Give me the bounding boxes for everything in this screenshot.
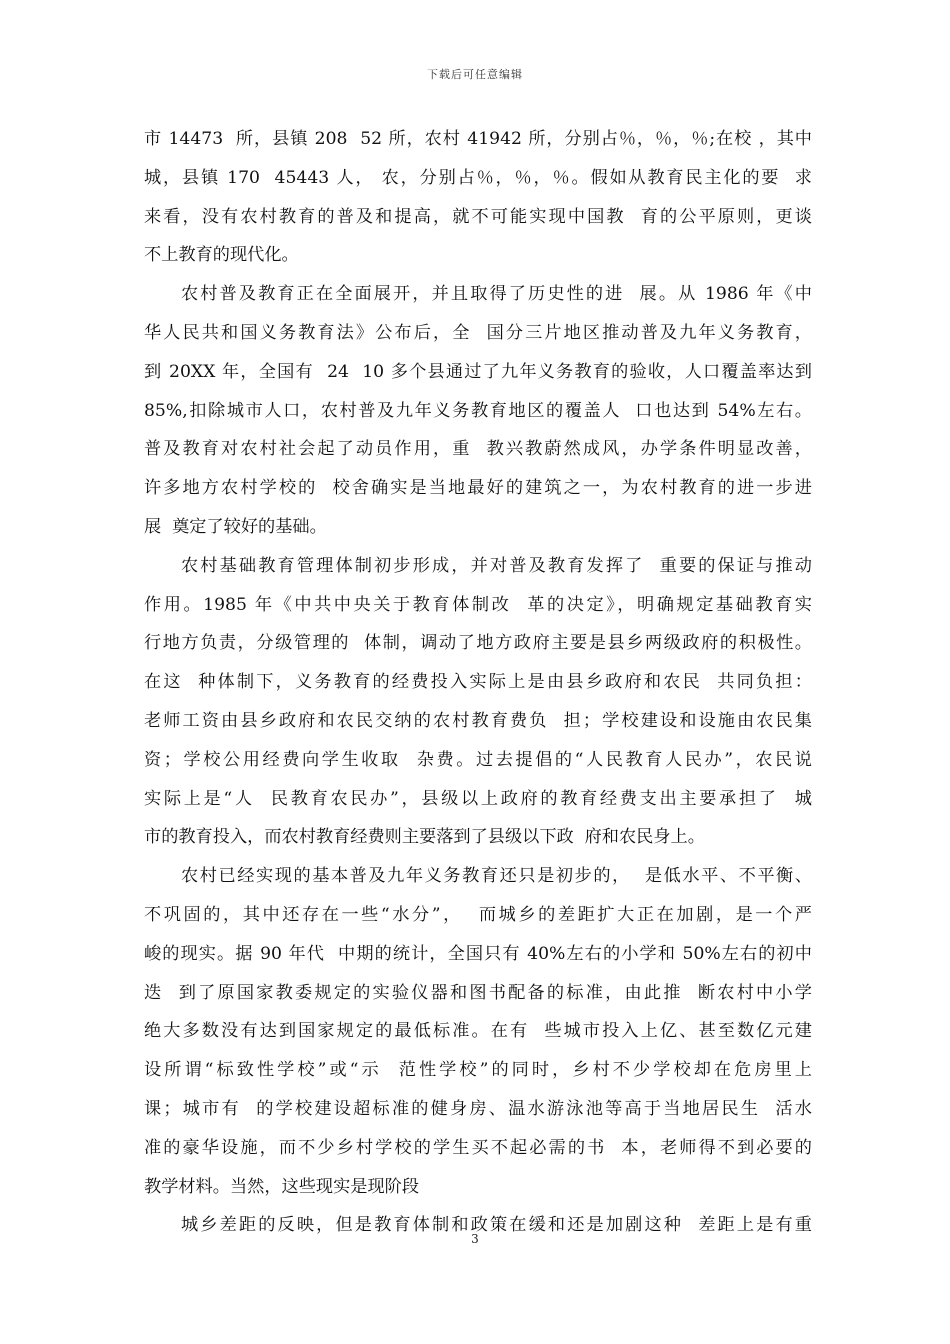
text-line: 实际上是“人 民教育农民办”，县级以上政府的教育经费支出主要承担了 城	[144, 788, 812, 809]
text-line: 农村已经实现的基本普及九年义务教育还只是初步的， 是低水平、不平衡、	[181, 866, 812, 887]
text-line: 不上教育的现代化。	[144, 245, 299, 266]
page-number: 3	[471, 1232, 479, 1246]
document-body	[144, 120, 812, 1245]
paragraph-2	[144, 275, 812, 547]
text-line: 85%,扣除城市人口，农村普及九年义务教育地区的覆盖人 口也达到 54%左右。	[144, 400, 812, 421]
paragraph-3	[144, 547, 812, 857]
text-line: 行地方负责，分级管理的 体制，调动了地方政府主要是县乡两级政府的积极性。	[144, 633, 812, 654]
text-line: 作用。1985 年《中共中央关于教育体制改 革的决定》，明确规定基础教育实	[144, 594, 812, 615]
text-line: 到 20XX 年，全国有 24 10 多个县通过了九年义务教育的验收，人口覆盖率达到	[144, 361, 812, 382]
text-line: 来看，没有农村教育的普及和提高，就不可能实现中国教 育的公平原则，更谈	[144, 206, 812, 227]
text-line: 迭 到了原国家教委规定的实验仪器和图书配备的标准，由此推 断农村中小学	[144, 982, 812, 1003]
text-line: 展 奠定了较好的基础。	[144, 516, 327, 537]
text-line: 设所谓“标致性学校”或“示 范性学校”的同时，乡村不少学校却在危房里上	[144, 1060, 812, 1081]
text-line: 绝大多数没有达到国家规定的最低标准。在有 些城市投入上亿、甚至数亿元建	[144, 1021, 812, 1042]
paragraph-1	[144, 120, 812, 275]
text-line: 华人民共和国义务教育法》公布后，全 国分三片地区推动普及九年义务教育，	[144, 322, 812, 343]
text-line: 许多地方农村学校的 校舍确实是当地最好的建筑之一，为农村教育的进一步进	[144, 478, 812, 499]
text-line: 市 14473 所，县镇 208 52 所，农村 41942 所，分别占％，％，％;在校 ，其中	[144, 129, 812, 149]
text-line: 课；城市有 的学校建设超标准的健身房、温水游泳池等高于当地居民生 活水	[144, 1098, 812, 1119]
text-line: 农村普及教育正在全面展开，并且取得了历史性的进 展。从 1986 年《中	[181, 284, 812, 305]
text-line: 峻的现实。据 90 年代 中期的统计，全国只有 40%左右的小学和 50%左右的初中	[144, 943, 812, 964]
text-line: 老师工资由县乡政府和农民交纳的农村教育费负 担；学校建设和设施由农民集	[144, 710, 812, 731]
text-line: 农村基础教育管理体制初步形成，并对普及教育发挥了 重要的保证与推动	[181, 555, 812, 576]
text-line: 不巩固的，其中还存在一些“水分”， 而城乡的差距扩大正在加剧，是一个严	[144, 904, 812, 925]
text-line: 教学材料。当然，这些现实是现阶段	[144, 1176, 420, 1197]
paragraph-4	[144, 857, 812, 1206]
text-line: 普及教育对农村社会起了动员作用，重 教兴教蔚然成风，办学条件明显改善，	[144, 439, 812, 460]
page-header-note: 下载后可任意编辑	[427, 68, 523, 81]
text-line: 城，县镇 170 45443 人， 农，分别占％，％，％。假如从教育民主化的要 求	[144, 167, 812, 188]
text-line: 市的教育投入，而农村教育经费则主要落到了县级以下政 府和农民身上。	[144, 827, 705, 848]
text-line: 资；学校公用经费向学生收取 杂费。过去提倡的“人民教育人民办”，农民说	[144, 749, 812, 770]
text-line: 城乡差距的反映，但是教育体制和政策在缓和还是加剧这种 差距上是有重	[181, 1215, 812, 1236]
text-line: 在这 种体制下，义务教育的经费投入实际上是由县乡政府和农民 共同负担：	[144, 672, 812, 693]
text-line: 准的豪华设施，而不少乡村学校的学生买不起必需的书 本，老师得不到必要的	[144, 1137, 812, 1158]
